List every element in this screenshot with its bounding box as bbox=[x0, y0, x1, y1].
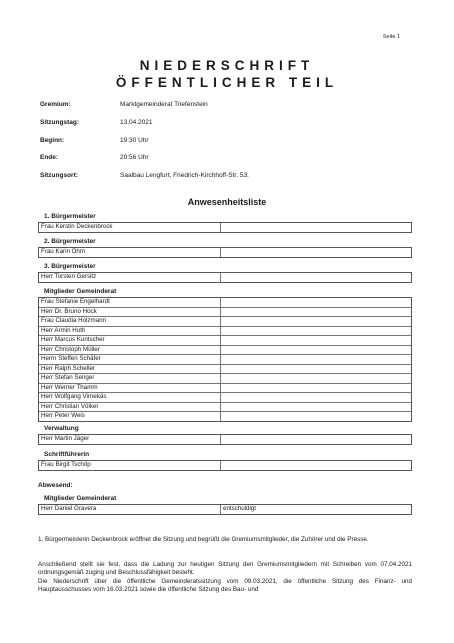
member-name: Herr Werner Thamm bbox=[41, 383, 98, 391]
group-title: 3. Bürgermeister bbox=[44, 263, 96, 270]
absence-note: entschuldigt bbox=[223, 505, 257, 512]
table-row bbox=[39, 223, 411, 232]
table-row bbox=[39, 461, 411, 470]
meta-value: Saalbau Lengfurt, Friedrich-Kirchhoff-Str. 53, bbox=[120, 172, 249, 179]
paragraph: Anschließend stellt sie fest, dass die Ladung zur heutigen Sitzung den Gremiumsmitgliedern mit Schreiben vom 07.04.2021 ordnungsgemäß zuging und Beschlussfähigkeit besteht. bbox=[38, 561, 412, 577]
attendance-table bbox=[38, 434, 412, 445]
attendance-table bbox=[38, 460, 412, 471]
absent-table bbox=[38, 504, 412, 515]
table-row bbox=[39, 335, 411, 345]
member-name: Frau Claudia Holzmann bbox=[41, 317, 106, 324]
member-name: Herr Stefan Senger bbox=[41, 374, 95, 381]
meta-value: 13.04.2021 bbox=[120, 119, 153, 126]
document-subtitle: ÖFFENTLICHER TEIL bbox=[115, 75, 339, 90]
attendance-heading: Anwesenheitsliste bbox=[187, 197, 267, 207]
table-row bbox=[39, 326, 411, 336]
member-name: Frau Karin Öhm bbox=[41, 248, 86, 255]
member-name: Herr Marcus Kuntscher bbox=[41, 336, 105, 343]
member-name: Herr Ralph Scheller bbox=[41, 364, 95, 372]
table-row bbox=[39, 273, 411, 282]
member-name: Frau Stefanie Engelhardt bbox=[41, 298, 110, 305]
table-row bbox=[39, 383, 411, 393]
meta-value: 20:56 Uhr bbox=[120, 154, 149, 161]
paragraph: Die Niederschrift über die öffentliche Gemeinderatssitzung vom 09.03.2021, die öffentliche Sitzung des Finanz- und Hauptausschusses vom 16.03.2021 sowie die öffentliche Sitzung des Bau- und bbox=[38, 578, 412, 594]
member-name: Herr Dr. Bruno Hock bbox=[41, 307, 97, 315]
table-row bbox=[39, 248, 411, 257]
member-name: Herr Torsten Gersitz bbox=[41, 273, 97, 280]
member-name: Herr Peter Weis bbox=[41, 412, 85, 419]
member-name: Herr Martin Jäger bbox=[41, 435, 90, 442]
table-row bbox=[39, 373, 411, 383]
group-title: Mitglieder Gemeinderat bbox=[44, 288, 117, 295]
attendance-table bbox=[38, 297, 412, 422]
group-title: Schriftführerin bbox=[44, 451, 90, 458]
table-row bbox=[39, 505, 411, 514]
table-row bbox=[39, 354, 411, 364]
table-row bbox=[39, 402, 411, 412]
table-row bbox=[39, 435, 411, 444]
meta-value: 19:30 Uhr bbox=[120, 137, 149, 144]
table-row bbox=[39, 345, 411, 355]
group-title: 2. Bürgermeister bbox=[44, 238, 96, 245]
group-title: Verwaltung bbox=[44, 425, 79, 432]
meta-label: Sitzungsort: bbox=[40, 172, 78, 179]
paragraph: 1. Bürgermeisterin Deckenbrock eröffnet die Sitzung und begrüßt die Gremiumsmitglieder, die Zuhörer und die Presse. bbox=[38, 536, 369, 543]
page-number: Seite 1 bbox=[382, 34, 400, 40]
member-name: Herr Christian Völker bbox=[41, 402, 99, 410]
member-name: Herr Christoph Müller bbox=[41, 345, 100, 353]
document-title: NIEDERSCHRIFT bbox=[139, 58, 315, 73]
member-name: Frau Kerstin Deckenbrock bbox=[41, 223, 113, 230]
attendance-table bbox=[38, 247, 412, 258]
table-row bbox=[39, 298, 411, 307]
table-row bbox=[39, 392, 411, 402]
table-row bbox=[39, 307, 411, 317]
group-title: Mitglieder Gemeinderat bbox=[44, 495, 117, 502]
member-name: Herr Wolfgang Virnekäs bbox=[41, 393, 107, 400]
meta-label: Gremium: bbox=[40, 101, 71, 108]
member-name: Herrn Steffen Schäfer bbox=[41, 355, 101, 362]
attendance-table bbox=[38, 272, 412, 283]
member-name: Herr Daniel Gravera bbox=[41, 505, 97, 512]
meta-value: Marktgemeinderat Triefenstein bbox=[120, 101, 208, 108]
table-row bbox=[39, 316, 411, 326]
attendance-table bbox=[38, 222, 412, 233]
meta-label: Beginn: bbox=[40, 137, 65, 144]
table-row bbox=[39, 411, 411, 421]
meta-label: Sitzungstag: bbox=[40, 119, 79, 126]
member-name: Herr Armin Huth bbox=[41, 326, 86, 334]
meta-label: Ende: bbox=[40, 154, 59, 161]
table-row bbox=[39, 364, 411, 374]
member-name: Frau Birgit Tschöp bbox=[41, 461, 91, 468]
absent-heading: Abwesend: bbox=[38, 482, 73, 489]
group-title: 1. Bürgermeister bbox=[44, 213, 96, 220]
